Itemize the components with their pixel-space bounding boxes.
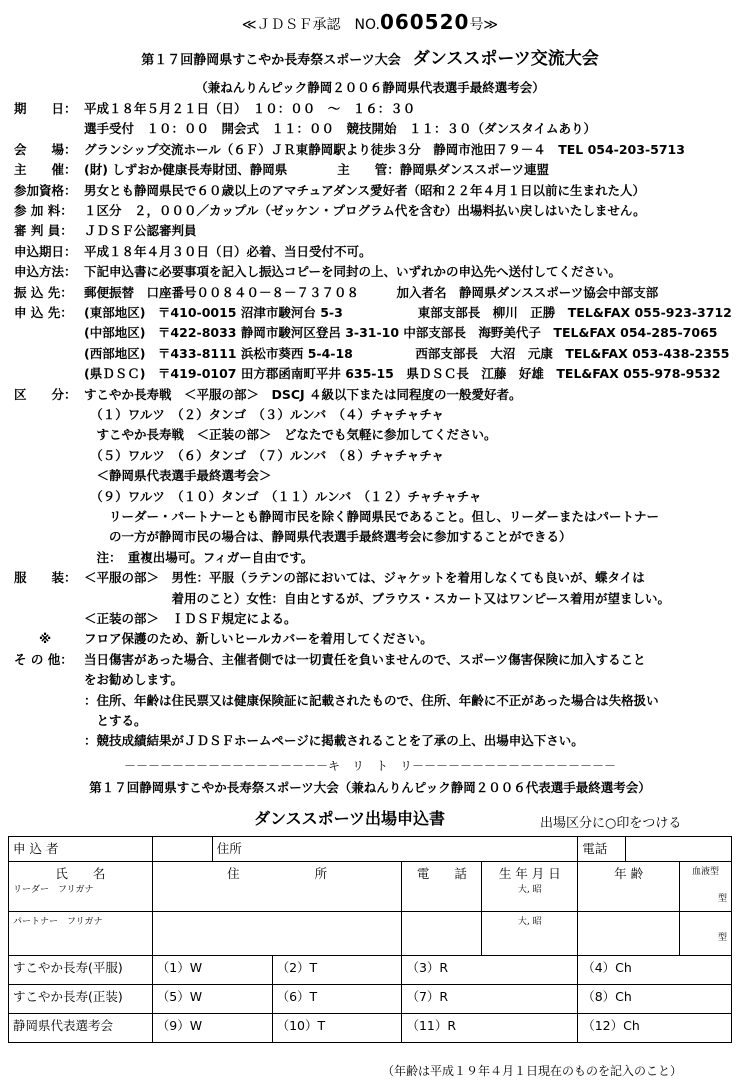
info-row-text: とする。 <box>84 713 147 728</box>
info-row-text: すこやか長寿戦 ＜正装の部＞ どなたでも気軽に参加してください。 <box>84 427 497 443</box>
phone-field[interactable] <box>626 837 732 862</box>
info-row-text: をお勧めします。 <box>84 672 184 688</box>
info-row <box>14 508 659 525</box>
info-row-text: 平成１８年５月２１日（日） １０：００ ～ １６：３０ <box>84 101 416 116</box>
event-option[interactable]: （11）R <box>402 1014 578 1043</box>
info-row-label: ※ <box>14 631 52 647</box>
age-note: （年齢は平成１９年４月１日現在のものを記入のこと） <box>382 1064 683 1078</box>
leader-address-cell[interactable]: 住 所 <box>152 862 402 912</box>
info-row-text: 選手受付 １０：００ 開会式 １１：００ 競技開始 １１：３０（ダンスタイムあり） <box>84 121 597 137</box>
info-row-text: (中部地区) 〒422-8033 静岡市駿河区登呂 3-31-10 中部支部長 海野美代子 TEL&FAX 054-285-7065 <box>84 325 718 341</box>
info-row <box>14 712 147 729</box>
event-option[interactable]: （8）Ch <box>578 985 732 1014</box>
info-row <box>14 426 497 443</box>
applicant-label: 申 込 者 <box>9 837 153 862</box>
event-option[interactable]: （5）W <box>152 985 272 1014</box>
event-option[interactable]: （2）T <box>272 956 402 985</box>
info-row-text: すこやか長寿戦 ＜平服の部＞ DSCJ ４級以下または同程度の一般愛好者。 <box>84 386 522 402</box>
info-row <box>14 406 444 423</box>
address-field[interactable] <box>402 837 578 862</box>
info-row <box>14 386 522 403</box>
info-row-text: 当日傷害があった場合、主催者側では一切責任を負いませんので、スポーツ傷害保険に加入すること <box>84 651 646 667</box>
info-row-text: 着用のこと）女性：自由とするが、ブラウス・スカート又はワンピース着用が望ましい。 <box>84 590 671 606</box>
event-option[interactable]: （12）Ch <box>578 1014 732 1043</box>
info-row-label: 服 装： <box>14 570 77 586</box>
info-row-text: ＜静岡県代表選手最終選考会＞ <box>84 468 272 484</box>
info-row-text: フロア保護のため、新しいヒールカバーを着用してください。 <box>84 631 433 647</box>
document-subtitle: （兼ねんりんピック静岡２００６静岡県代表選手最終選考会） <box>195 80 545 95</box>
info-row-text: の一方が静岡市民の場合は、静岡県代表選手最終選考会に参加することができる） <box>84 529 572 545</box>
info-row <box>14 182 645 199</box>
info-row-label: 主 催： <box>14 162 77 178</box>
info-row-text: (西部地区) 〒433-8111 浜松市葵西 5-4-18 西部支部長 大沼 元康 TEL&FAX 053-438-2355 <box>84 345 730 361</box>
partner-age-cell[interactable] <box>578 912 680 956</box>
event-label: 静岡県代表選考会 <box>9 1014 153 1043</box>
info-row-text: 郵便振替 口座番号００８４０－８－７３７０８ 加入者名 静岡県ダンススポーツ協会中部支部 <box>84 284 659 300</box>
info-row <box>14 222 197 239</box>
event-label: すこやか長寿(平服) <box>9 956 153 985</box>
info-row <box>14 651 646 668</box>
info-row <box>14 284 658 301</box>
info-row-text: (東部地区) 〒410-0015 沼津市駿河台 5-3 東部支部長 柳川 正勝 TEL&FAX 055-923-3712 <box>84 305 732 320</box>
info-row-text: 注： 重複出場可。フィガー自由です。 <box>84 549 314 565</box>
event-option[interactable]: （6）T <box>272 985 402 1014</box>
leader-blood-cell[interactable]: 血液型 型 <box>680 862 732 912</box>
info-row-text: ＜正装の部＞ ＩＤＳＦ規定による。 <box>84 611 297 626</box>
info-row-label: 会 場： <box>14 141 77 157</box>
partner-name-cell[interactable]: パートナー フリガナ <box>9 912 153 956</box>
info-row-text: リーダー・パートナーとも静岡市民を除く静岡県民であること。但し、リーダーまたはパートナー <box>84 509 660 524</box>
form-event-title: 第１７回静岡県すこやか長寿祭スポーツ大会（兼ねんりんピック静岡２００６代表選手最終選考会） <box>89 780 651 795</box>
info-row-text: (財) しずおか健康長寿財団、静岡県 主 管：静岡県ダンススポーツ連盟 <box>84 162 550 178</box>
form-title: ダンススポーツ出場申込書 <box>254 809 446 828</box>
info-row-text: ＜平服の部＞ 男性：平服（ラテンの部においては、ジャケットを着用しなくても良いが、蝶タイは <box>84 570 645 586</box>
event-row <box>9 1014 732 1043</box>
event-label: すこやか長寿(正装) <box>9 985 153 1014</box>
leader-birth-cell[interactable]: 生 年 月 日 大, 昭 <box>482 862 578 912</box>
info-row <box>14 692 659 709</box>
info-row <box>14 202 646 219</box>
partner-blood-cell[interactable]: 型 <box>680 912 732 956</box>
approval-number: ≪ＪＤＳＦ承認 NO.060520号≫ <box>241 10 499 34</box>
info-row <box>14 141 685 158</box>
info-row <box>14 467 272 484</box>
event-option[interactable]: （4）Ch <box>578 956 732 985</box>
info-row <box>14 263 621 280</box>
info-row <box>14 161 549 178</box>
info-row <box>14 324 717 341</box>
event-option[interactable]: （7）R <box>402 985 578 1014</box>
info-row <box>14 243 372 260</box>
event-option[interactable]: （10）T <box>272 1014 402 1043</box>
event-row <box>9 956 732 985</box>
partner-birth-cell[interactable]: 大, 昭 <box>482 912 578 956</box>
partner-phone-cell[interactable] <box>402 912 482 956</box>
info-row <box>14 528 572 545</box>
info-row-label: 参 加 料： <box>14 203 73 218</box>
info-row <box>14 671 183 688</box>
info-row <box>14 345 729 362</box>
info-row <box>14 447 444 464</box>
info-row <box>14 630 433 647</box>
info-row-text: ：競技成績結果がＪＤＳＦホームページに掲載されることを了承の上、出場申込下さい。 <box>84 733 584 749</box>
info-row-text: （１）ワルツ （２）タンゴ （３）ルンバ （４）チャチャチャ <box>84 407 444 422</box>
info-row-label: 申 込 先： <box>14 305 73 320</box>
info-row <box>14 100 415 117</box>
info-row <box>14 732 584 749</box>
info-row <box>14 549 313 566</box>
leader-name-cell[interactable]: 氏 名 リーダー フリガナ <box>9 862 153 912</box>
info-row-text: (県ＤＳＣ) 〒419-0107 田方郡函南町平井 635-15 県ＤＳＣ長 江藤 好雄 TEL&FAX 055-978-9532 <box>84 366 721 382</box>
info-row-text: ＪＤＳＦ公認審判員 <box>84 223 197 239</box>
info-row-text: 男女とも静岡県民で６０歳以上のアマチュアダンス愛好者（昭和２２年４月１日以前に生まれた人） <box>84 182 646 198</box>
form-note: 出場区分に○印をつける <box>540 816 682 831</box>
info-row <box>14 365 720 382</box>
info-row <box>14 590 670 607</box>
partner-address-cell[interactable] <box>152 912 402 956</box>
info-row <box>14 488 481 505</box>
info-row-label: 参加資格： <box>14 182 77 198</box>
info-row-text: １区分 ２，０００／カップル（ゼッケン・プログラム代を含む）出場料払い戻しはいたしません。 <box>84 203 646 218</box>
event-option[interactable]: （9）W <box>152 1014 272 1043</box>
info-row <box>14 569 645 586</box>
info-row-text: ：住所、年齢は住民票又は健康保険証に記載されたもので、住所、年齢に不正があった場合は失格扱い <box>84 692 659 708</box>
info-row-label: 申込期日： <box>14 243 77 259</box>
info-row-text: （５）ワルツ （６）タンゴ （７）ルンバ （８）チャチャチャ <box>84 447 444 463</box>
phone-label: 電話 <box>578 837 626 862</box>
info-row-label: 審 判 員： <box>14 223 73 239</box>
info-row-text: （９）ワルツ （１０）タンゴ （１１）ルンバ （１２）チャチャチャ <box>84 488 482 504</box>
event-option[interactable]: （3）R <box>402 956 578 985</box>
address-cell[interactable]: 住所 <box>212 837 402 862</box>
leader-age-cell[interactable]: 年 齢 <box>578 862 680 912</box>
info-row <box>14 304 732 321</box>
application-form <box>8 836 732 1043</box>
info-row-text: 下記申込書に必要事項を記入し振込コピーを同封の上、いずれかの申込先へ送付してください。 <box>84 264 622 280</box>
cut-line: －－－－－－－－－－－－－－－－－キ リ ト リ－－－－－－－－－－－－－－－－－ <box>123 759 616 773</box>
info-row <box>14 610 297 627</box>
applicant-field[interactable] <box>152 837 212 862</box>
event-option[interactable]: （1）W <box>152 956 272 985</box>
info-row <box>14 120 596 137</box>
document-title: 第１７回静岡県すこやか長寿祭スポーツ大会 ダンススポーツ交流大会 <box>141 49 599 69</box>
info-row-text: グランシップ交流ホール（６Ｆ）ＪＲ東静岡駅より徒歩３分 静岡市池田７９－４ TEL 054-203-5713 <box>84 141 685 157</box>
info-row-label: 区 分： <box>14 386 77 402</box>
info-row-text: 平成１８年４月３０日（日）必着、当日受付不可。 <box>84 243 372 259</box>
info-row-label: 期 日： <box>14 101 77 116</box>
event-row <box>9 985 732 1014</box>
info-row-label: 振 込 先： <box>14 284 73 300</box>
info-row-label: そ の 他： <box>14 651 73 667</box>
info-row-label: 申込方法： <box>14 264 77 280</box>
leader-phone-cell[interactable]: 電 話 <box>402 862 482 912</box>
